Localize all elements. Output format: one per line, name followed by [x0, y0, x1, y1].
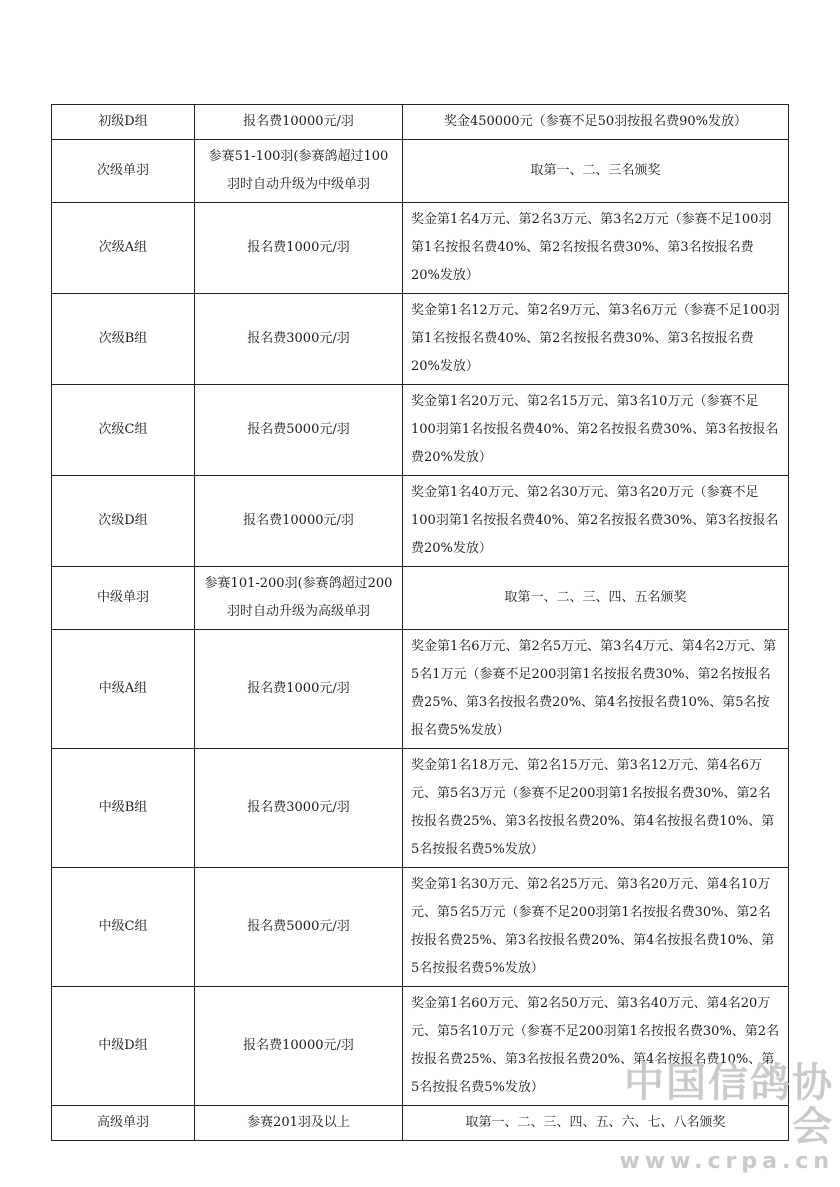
prize-table [51, 104, 789, 1141]
group-cell: 次级D组 [52, 476, 195, 567]
group-cell: 中级C组 [52, 868, 195, 987]
fee-cell: 参赛101-200羽(参赛鸽超过200羽时自动升级为高级单羽 [195, 567, 403, 630]
fee-cell: 参赛201羽及以上 [195, 1106, 403, 1141]
group-cell: 次级单羽 [52, 140, 195, 203]
watermark-name: 中国信鸽协会 [624, 1060, 834, 1150]
watermark-url: www.crpa.cn [619, 1149, 834, 1174]
fee-cell: 报名费5000元/羽 [195, 868, 403, 987]
watermark [614, 1061, 834, 1175]
table-row [52, 105, 789, 140]
fee-cell: 报名费5000元/羽 [195, 385, 403, 476]
group-cell: 中级D组 [52, 987, 195, 1106]
prize-cell: 取第一、二、三名颁奖 [403, 140, 789, 203]
fee-cell: 报名费3000元/羽 [195, 749, 403, 868]
table-row [52, 294, 789, 385]
table-row [52, 140, 789, 203]
fee-cell: 报名费1000元/羽 [195, 203, 403, 294]
group-cell: 中级A组 [52, 630, 195, 749]
group-cell: 中级单羽 [52, 567, 195, 630]
group-cell: 初级D组 [52, 105, 195, 140]
prize-cell: 取第一、二、三、四、五名颁奖 [403, 567, 789, 630]
fee-cell: 报名费1000元/羽 [195, 630, 403, 749]
table-row [52, 749, 789, 868]
fee-cell: 报名费10000元/羽 [195, 476, 403, 567]
table-row [52, 476, 789, 567]
prize-cell: 奖金450000元（参赛不足50羽按报名费90%发放） [403, 105, 789, 140]
prize-cell: 取第一、二、三、四、五、六、七、八名颁奖 [403, 1106, 789, 1141]
prize-cell: 奖金第1名40万元、第2名30万元、第3名20万元（参赛不足100羽第1名按报名费40%、第2名按报名费30%、第3名按报名费20%发放） [403, 476, 789, 567]
table-row [52, 567, 789, 630]
fee-cell: 报名费10000元/羽 [195, 987, 403, 1106]
prize-cell: 奖金第1名20万元、第2名15万元、第3名10万元（参赛不足100羽第1名按报名费40%、第2名按报名费30%、第3名按报名费20%发放） [403, 385, 789, 476]
fee-cell: 参赛51-100羽(参赛鸽超过100羽时自动升级为中级单羽 [195, 140, 403, 203]
prize-cell: 奖金第1名18万元、第2名15万元、第3名12万元、第4名6万元、第5名3万元（参赛不足200羽第1名按报名费30%、第2名按报名费25%、第3名按报名费20%、第4名按报名费10%、第5名按报名费5%发放） [403, 749, 789, 868]
prize-cell: 奖金第1名4万元、第2名3万元、第3名2万元（参赛不足100羽第1名按报名费40%、第2名按报名费30%、第3名按报名费20%发放） [403, 203, 789, 294]
fee-cell: 报名费10000元/羽 [195, 105, 403, 140]
table-row [52, 385, 789, 476]
group-cell: 次级A组 [52, 203, 195, 294]
table-row [52, 868, 789, 987]
group-cell: 高级单羽 [52, 1106, 195, 1141]
group-cell: 次级C组 [52, 385, 195, 476]
fee-cell: 报名费3000元/羽 [195, 294, 403, 385]
prize-cell: 奖金第1名6万元、第2名5万元、第3名4万元、第4名2万元、第5名1万元（参赛不足200羽第1名按报名费30%、第2名按报名费25%、第3名按报名费20%、第4名按报名费10%、第5名按报名费5%发放） [403, 630, 789, 749]
group-cell: 中级B组 [52, 749, 195, 868]
prize-cell: 奖金第1名12万元、第2名9万元、第3名6万元（参赛不足100羽第1名按报名费40%、第2名按报名费30%、第3名按报名费20%发放） [403, 294, 789, 385]
table-row [52, 203, 789, 294]
group-cell: 次级B组 [52, 294, 195, 385]
table-row [52, 630, 789, 749]
prize-cell: 奖金第1名60万元、第2名50万元、第3名40万元、第4名20万元、第5名10万元（参赛不足200羽第1名按报名费30%、第2名按报名费25%、第3名按报名费20%、第4名按报名费10%、第5名按报名费5%发放） [403, 987, 789, 1106]
prize-cell: 奖金第1名30万元、第2名25万元、第3名20万元、第4名10万元、第5名5万元（参赛不足200羽第1名按报名费30%、第2名按报名费25%、第3名按报名费20%、第4名按报名费10%、第5名按报名费5%发放） [403, 868, 789, 987]
